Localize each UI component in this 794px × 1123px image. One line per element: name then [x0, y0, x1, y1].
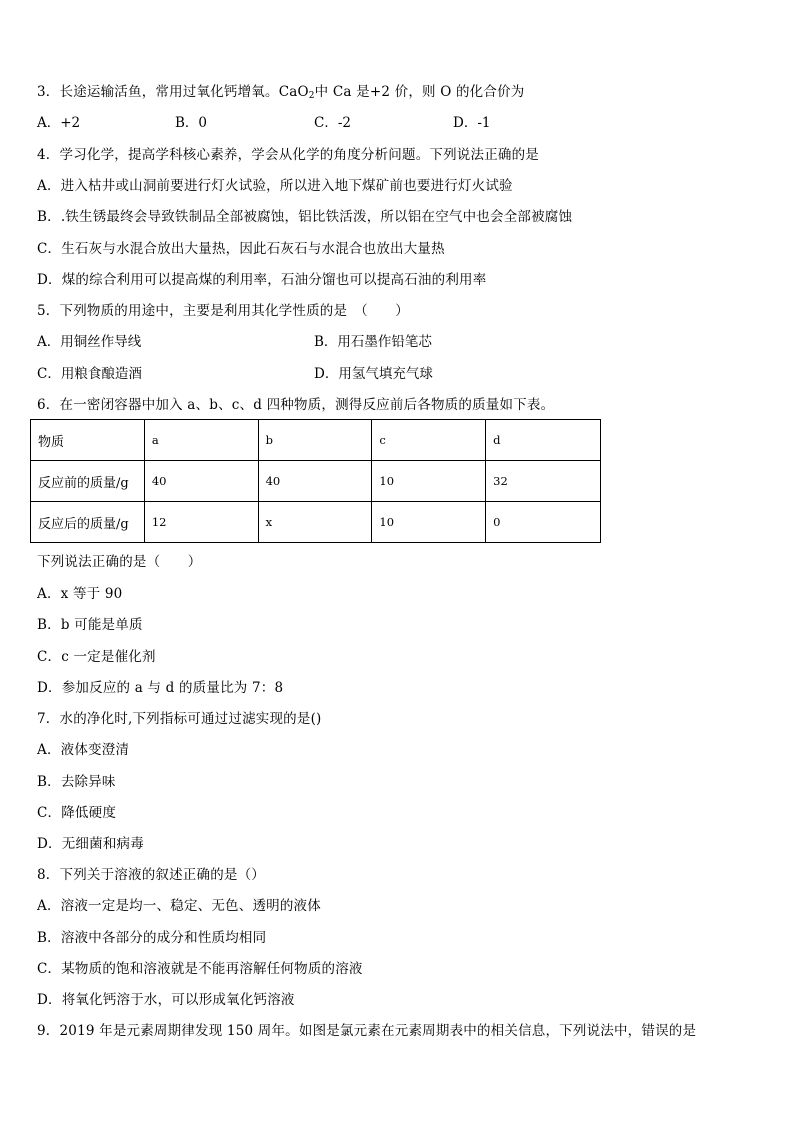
q8-option-b: B．溶液中各部分的成分和性质均相同 [37, 930, 267, 946]
q6-option-a: A．x 等于 90 [37, 586, 123, 602]
table-cell: 10 [372, 502, 486, 543]
q5-stem: 5．下列物质的用途中，主要是利用其化学性质的是 （ ） [37, 303, 409, 319]
q9-stem: 9．2019 年是元素周期律发现 150 周年。如图是氯元素在元素周期表中的相关信息，下列说法中，错误的是 [37, 1023, 697, 1039]
q8-option-c: C．某物质的饱和溶液就是不能再溶解任何物质的溶液 [37, 961, 363, 977]
table-cell: 0 [486, 502, 601, 543]
q7-option-a: A．液体变澄清 [37, 742, 130, 758]
mass-table [30, 419, 601, 543]
q4-stem: 4．学习化学，提高学科核心素养，学会从化学的角度分析问题。下列说法正确的是 [37, 147, 539, 163]
q3-stem-part1: 3．长途运输活鱼，常用过氧化钙增氧。CaO [37, 84, 309, 100]
q7-option-d: D．无细菌和病毒 [37, 836, 144, 852]
q4-option-b: B．.铁生锈最终会导致铁制品全部被腐蚀，铝比铁活泼，所以铝在空气中也会全部被腐蚀 [37, 209, 573, 225]
table-cell: d [486, 420, 601, 461]
q5-option-c: C．用粮食酿造酒 [37, 366, 142, 382]
q5-option-b: B．用石墨作铅笔芯 [314, 334, 432, 350]
table-cell: c [372, 420, 486, 461]
q5-option-d: D．用氢气填充气球 [314, 366, 433, 382]
q4-option-c: C．生石灰与水混合放出大量热，因此石灰石与水混合也放出大量热 [37, 241, 445, 257]
q3-stem [37, 83, 524, 101]
table-cell: 10 [372, 461, 486, 502]
table-cell: a [144, 420, 258, 461]
q7-option-c: C．降低硬度 [37, 805, 117, 821]
q6-option-c: C．c 一定是催化剂 [37, 649, 156, 665]
q8-option-d: D．将氧化钙溶于水，可以形成氧化钙溶液 [37, 992, 295, 1008]
q3-option-d: D．-1 [453, 115, 491, 131]
table-cell: 反应后的质量/g [31, 502, 145, 543]
q3-stem-part2: 中 Ca 是+2 价，则 O 的化合价为 [314, 84, 525, 100]
table-cell: 40 [144, 461, 258, 502]
q6-question: 下列说法正确的是（ ） [37, 554, 202, 570]
table-cell: b [258, 420, 372, 461]
q8-option-a: A．溶液一定是均一、稳定、无色、透明的液体 [37, 898, 321, 914]
table-row [31, 461, 601, 502]
table-row [31, 502, 601, 543]
q3-option-b: B．0 [175, 115, 208, 131]
q3-subscript: 2 [308, 91, 315, 101]
q6-stem: 6．在一密闭容器中加入 a、b、c、d 四种物质，测得反应前后各物质的质量如下表。 [37, 397, 555, 413]
q6-option-b: B．b 可能是单质 [37, 617, 143, 633]
q7-stem: 7．水的净化时,下列指标可通过过滤实现的是() [37, 711, 322, 727]
q4-option-a: A．进入枯井或山洞前要进行灯火试验，所以进入地下煤矿前也要进行灯火试验 [37, 178, 513, 194]
table-cell: 12 [144, 502, 258, 543]
q3-option-c: C．-2 [314, 115, 351, 131]
q4-option-d: D．煤的综合利用可以提高煤的利用率，石油分馏也可以提高石油的利用率 [37, 272, 487, 288]
table-cell: 40 [258, 461, 372, 502]
q6-option-d: D．参加反应的 a 与 d 的质量比为 7：8 [37, 680, 284, 696]
table-cell: 物质 [31, 420, 145, 461]
table-cell: 32 [486, 461, 601, 502]
q3-option-a: A．+2 [37, 115, 81, 131]
table-cell: 反应前的质量/g [31, 461, 145, 502]
q7-option-b: B．去除异味 [37, 774, 116, 790]
table-cell: x [258, 502, 372, 543]
q8-stem: 8．下列关于溶液的叙述正确的是（） [37, 867, 265, 883]
q5-option-a: A．用铜丝作导线 [37, 334, 142, 350]
table-row-header [31, 420, 601, 461]
